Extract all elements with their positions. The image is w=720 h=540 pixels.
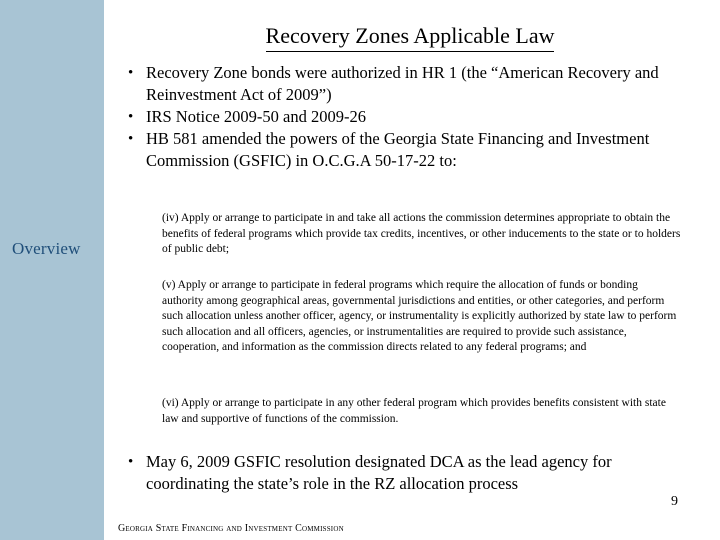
sidebar-band [0,0,104,540]
bottom-bullet-list [120,451,690,495]
list-item-text: Recovery Zone bonds were authorized in HR 1 (the “American Recovery and Reinvestment Act of 2009”) [146,63,659,104]
sidebar-section-label: Overview [12,239,81,258]
list-item [120,128,685,172]
sub-paragraph-v: (v) Apply or arrange to participate in federal programs which require the allocation of funds or bonding authority among geographical areas, governmental jurisdictions and entities, or other categories, and perform such allocation unless another officer, agency, or instrumentality is explicitly authorized by state law to perform such allocation and all officers, agencies, or instrumentalities are required to provide such assistance, cooperation, and information as the commission directs related to any federal programs; and [162,279,677,353]
page-title [110,22,710,52]
bullet-dot-icon: • [128,454,134,470]
top-bullet-list [120,62,685,172]
page-number: 9 [671,494,678,509]
page-title-text: Recovery Zones Applicable Law [266,22,555,52]
list-item [120,62,685,106]
list-item-text: IRS Notice 2009-50 and 2009-26 [146,107,366,126]
bullet-dot-icon: • [128,109,134,125]
list-item-text: HB 581 amended the powers of the Georgia State Financing and Investment Commission (GSFIC) in O.C.G.A 50-17-22 to: [146,129,650,170]
sub-paragraph-iv: (iv) Apply or arrange to participate in and take all actions the commission determines appropriate to obtain the benefits of federal programs which provide tax credits, incentives, or other inducements to the state or to holders of public debt; [162,212,681,255]
sub-paragraph-vi: (vi) Apply or arrange to participate in any other federal program which provides benefits consistent with state law and supportive of functions of the commission. [162,397,666,425]
list-item [120,451,690,495]
footer-text: Georgia State Financing and Investment Commission [118,523,344,534]
list-item [120,106,685,128]
bullet-dot-icon: • [128,131,134,147]
list-item-text: May 6, 2009 GSFIC resolution designated DCA as the lead agency for coordinating the state’s role in the RZ allocation process [146,452,612,493]
bullet-dot-icon: • [128,65,134,81]
